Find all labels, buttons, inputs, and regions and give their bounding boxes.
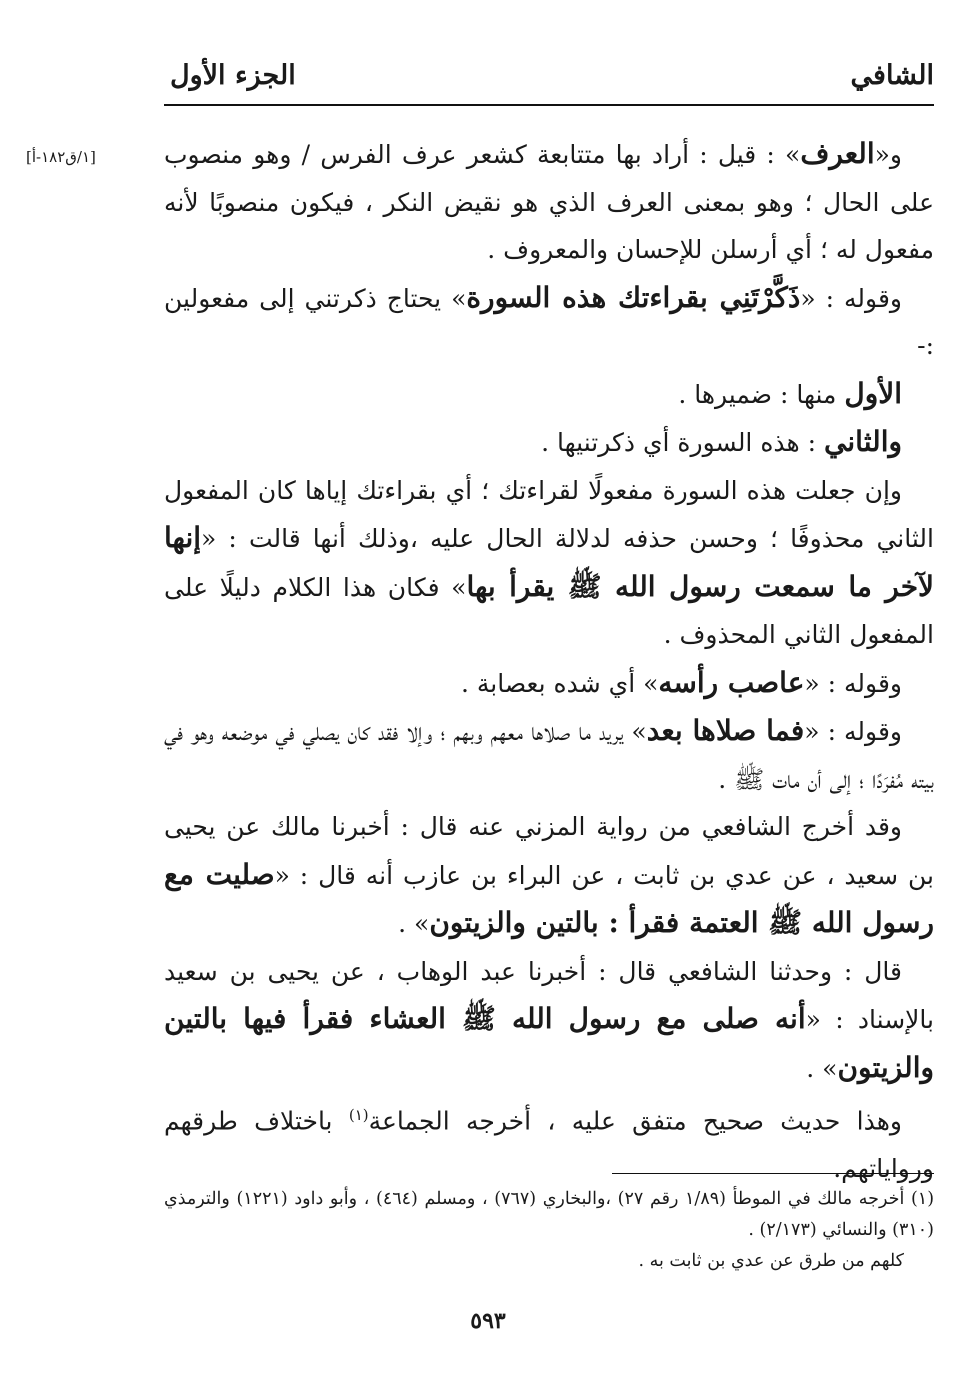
- text-segment: وهذا حديث صحيح متفق عليه ، أخرجه الجماعة: [368, 1106, 902, 1136]
- quoted-term: عاصب رأسه: [658, 665, 805, 699]
- footnotes: [164, 1184, 934, 1277]
- paragraph-2: [164, 274, 934, 370]
- page-number: ٥٩٣: [470, 1308, 506, 1334]
- footnote-1: (١) أخرجه مالك في الموطأ (١/٨٩ رقم ٢٧) ،والبخاري (٧٦٧) ، ومسلم (٤٦٤) ، وأبو داود (١٢٢١) والترمذي (٣١٠) والنسائي (٢/١٧٣) .: [164, 1189, 935, 1240]
- paragraph-10: [164, 1092, 934, 1192]
- paragraph-4: [164, 418, 934, 467]
- text-segment: منها : ضميرها .: [678, 379, 845, 409]
- quoted-term: العرف: [800, 137, 875, 170]
- paragraph-5: [164, 467, 934, 659]
- bold-term: والثاني: [824, 425, 902, 458]
- hadith-quote: أنه صلى مع رسول الله ﷺ العشاء فقرأ فيها بالتين والزيتون: [164, 1002, 934, 1084]
- text-segment: وقوله : «: [804, 668, 902, 698]
- text-segment: » فكان هذا الكلام دليلًا على المفعول الثاني المحذوف .: [164, 572, 934, 649]
- bold-term: الأول: [844, 376, 902, 410]
- quoted-term: ذَكَّرْتَنِي بقراءتك هذه السورة: [466, 280, 801, 314]
- paragraph-1: [164, 130, 934, 274]
- text-segment: » : قيل : أراد بها متتابعة كشعر عرف الفرس / وهو منصوب على الحال ؛ وهو بمعنى العرف الذي هو نقيض النكر ، فيكون منصوبًا لأنه مفعول له ؛ أي أرسلن للإحسان والمعروف .: [164, 140, 935, 264]
- running-header: [164, 60, 934, 104]
- text-segment: » .: [806, 1053, 838, 1083]
- footnote-1-continuation: كلهم من طرق عن عدي بن ثابت به .: [638, 1251, 904, 1271]
- text-segment: و«: [874, 140, 902, 169]
- text-segment: » .: [398, 909, 430, 938]
- text-segment: باختلاف طرقهم ورواياتهم.: [164, 1106, 934, 1183]
- text-segment: وإن جعلت هذه السورة مفعولًا لقراءتك ؛ أي بقراءتك إياها كان المفعول الثاني محذوفًا ؛ وحسن حذفه لدلالة الحال عليه ،وذلك أنها قالت : «: [164, 475, 934, 553]
- paragraph-7: [164, 707, 934, 803]
- text-segment: وقوله : «: [800, 283, 902, 313]
- main-text: [164, 130, 934, 1192]
- hadith-quote: إنها لآخر ما سمعت رسول الله ﷺ يقرأ بها: [164, 521, 935, 603]
- text-segment: وقوله : «: [804, 717, 902, 746]
- hadith-quote: صليت مع رسول الله ﷺ العتمة فقرأ : بالتين والزيتون: [164, 857, 934, 939]
- text-segment: : هذه السورة أي ذكرتنيها .: [541, 428, 825, 457]
- footnote-reference[interactable]: (١): [348, 1106, 369, 1124]
- text-segment: وقد أخرج الشافعي من رواية المزني عنه قال : أخبرنا مالك عن يحيى بن سعيد ، عن عدي بن ثابت ، عن البراء بن عازب أنه قال : «: [164, 812, 934, 890]
- text-segment: » يحتاج ذكرتني إلى مفعولين :-: [164, 283, 934, 360]
- text-segment: » يريد ما صلاها معهم وبهم ؛ وإلا فقد كان يصلي في موضعه وهو في بيته مُفرَدًا ؛ إلى أن مات ﷺ .: [164, 717, 934, 794]
- header-rule: [164, 104, 934, 106]
- paragraph-8: [164, 803, 934, 948]
- manuscript-folio-marker: [١/ق١٨٢-أ]: [26, 148, 96, 166]
- volume-title: الجزء الأول: [170, 60, 296, 91]
- quoted-term: فما صلاها بعد: [646, 714, 805, 747]
- footnote-rule: [612, 1173, 934, 1174]
- book-title: الشافي: [850, 60, 934, 91]
- paragraph-9: [164, 948, 934, 1093]
- paragraph-6: [164, 659, 934, 708]
- text-segment: قال : وحدثنا الشافعي قال : أخبرنا عبد الوهاب ، عن يحيى بن سعيد بالإسناد : «: [164, 956, 935, 1034]
- text-segment: » أي شده بعصابة .: [461, 668, 659, 698]
- paragraph-3: [164, 370, 934, 419]
